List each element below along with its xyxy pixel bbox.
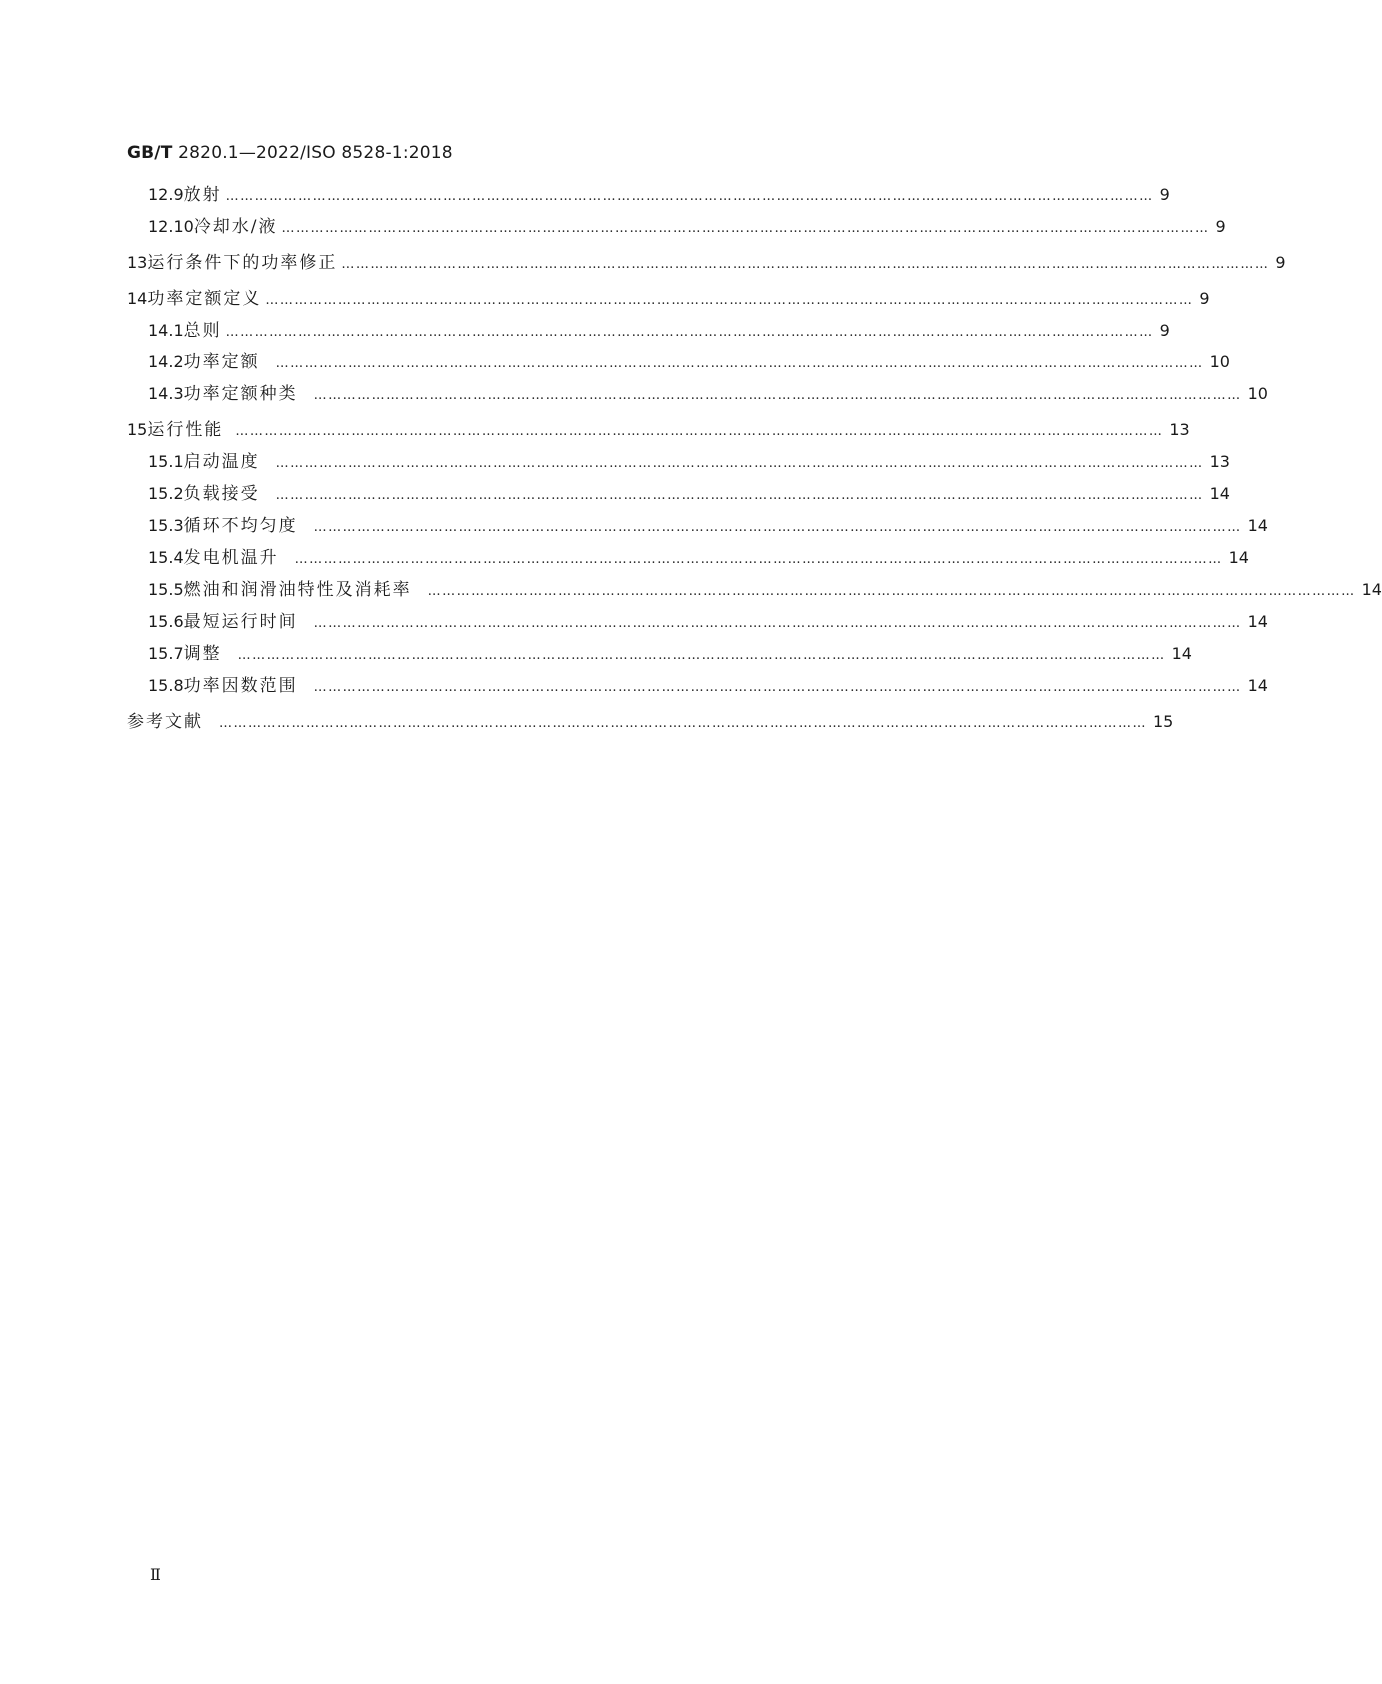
dot-leader: ………………………………………………………………………………………………………………………………………………………………………… [281, 221, 1210, 236]
toc-entry-page: 14 [1361, 580, 1382, 599]
toc-entry-title: 最短运行时间 [183, 612, 298, 632]
toc-entry-page: 9 [1215, 217, 1226, 236]
toc-entry-number: 14 [127, 289, 148, 308]
toc-entry-page: 13 [1169, 420, 1190, 439]
toc-entry-13[interactable] [127, 252, 1286, 274]
toc-entry-15-3[interactable] [148, 515, 1268, 537]
toc-entry-title: 发电机温升 [183, 548, 279, 568]
toc-entry-15-8[interactable] [148, 675, 1268, 697]
toc-entry-number: 14.1 [148, 321, 184, 340]
toc-entry-title: 调整 [183, 644, 222, 664]
toc-entry-title: 燃油和润滑油特性及消耗率 [183, 580, 412, 600]
toc-entry-page: 10 [1247, 384, 1268, 403]
dot-leader: ………………………………………………………………………………………………………………………………………………………………………… [294, 552, 1223, 567]
toc-entry-number: 14.3 [148, 384, 184, 403]
dot-leader: ………………………………………………………………………………………………………………………………………………………………………… [313, 616, 1242, 631]
toc-entry-15-2[interactable] [148, 483, 1230, 505]
dot-leader: ………………………………………………………………………………………………………………………………………………………………………… [341, 257, 1270, 272]
toc-entry-page: 9 [1275, 253, 1286, 272]
dot-leader: ………………………………………………………………………………………………………………………………………………………………………… [225, 325, 1154, 340]
toc-entry-page: 14 [1247, 612, 1268, 631]
dot-leader: ………………………………………………………………………………………………………………………………………………………………………… [237, 648, 1166, 663]
toc-entry-page: 14 [1228, 548, 1249, 567]
toc-entry-page: 13 [1209, 452, 1230, 471]
toc-entry-14-2[interactable] [148, 351, 1230, 373]
toc-entry-number: 15.3 [148, 516, 184, 535]
toc-entry-title: 功率因数范围 [183, 676, 298, 696]
toc-entry-title: 放射 [183, 185, 222, 205]
toc-entry-15-6[interactable] [148, 611, 1268, 633]
toc-entry-number: 12.9 [148, 185, 184, 204]
toc-entry-title: 冷却水/液 [193, 217, 278, 237]
dot-leader: ………………………………………………………………………………………………………………………………………………………………………… [313, 520, 1242, 535]
toc-entry-12-10[interactable] [148, 216, 1226, 238]
toc-entry-15-7[interactable] [148, 643, 1192, 665]
toc-entry-14[interactable] [127, 288, 1210, 310]
toc-entry-number: 15.7 [148, 644, 184, 663]
toc-entry-page: 15 [1153, 712, 1174, 731]
standard-number: 2820.1—2022/ISO 8528-1:2018 [178, 143, 453, 163]
toc-entry-page: 9 [1159, 185, 1170, 204]
toc-entry-number: 12.10 [148, 217, 194, 236]
toc-entry-title: 运行性能 [147, 420, 224, 440]
toc-entry-page: 14 [1247, 676, 1268, 695]
toc-entry-page: 14 [1209, 484, 1230, 503]
dot-leader: ………………………………………………………………………………………………………………………………………………………………………… [219, 716, 1147, 731]
toc-entry-page: 14 [1171, 644, 1192, 663]
dot-leader: ………………………………………………………………………………………………………………………………………………………………………… [275, 356, 1204, 371]
dot-leader: ………………………………………………………………………………………………………………………………………………………………………… [313, 388, 1242, 403]
toc-entry-page: 9 [1159, 321, 1170, 340]
toc-entry-title: 运行条件下的功率修正 [147, 253, 338, 273]
toc-entry-title: 启动温度 [183, 452, 260, 472]
toc-entry-15-1[interactable] [148, 451, 1230, 473]
toc-entry-15[interactable] [127, 419, 1190, 441]
toc-entry-page: 10 [1209, 352, 1230, 371]
toc-entry-title: 功率定额定义 [147, 289, 262, 309]
toc-entry-14-3[interactable] [148, 383, 1268, 405]
page-number: Ⅱ [150, 1565, 161, 1584]
toc-entry-number: 15.2 [148, 484, 184, 503]
toc-entry-title: 功率定额 [183, 352, 260, 372]
toc-entry-14-1[interactable] [148, 320, 1170, 342]
toc-entry-12-9[interactable] [148, 184, 1170, 206]
dot-leader: ………………………………………………………………………………………………………………………………………………………………………… [275, 456, 1204, 471]
toc-entry-number: 15.4 [148, 548, 184, 567]
dot-leader: ………………………………………………………………………………………………………………………………………………………………………… [265, 293, 1194, 308]
toc-entry-number: 13 [127, 253, 148, 272]
toc-entry-15-5[interactable] [148, 579, 1382, 601]
toc-entry-title: 功率定额种类 [183, 384, 298, 404]
toc-entry-title: 循环不均匀度 [183, 516, 298, 536]
dot-leader: ………………………………………………………………………………………………………………………………………………………………………… [275, 488, 1204, 503]
toc-entry-number: 15.6 [148, 612, 184, 631]
toc-entry-number: 15.8 [148, 676, 184, 695]
toc-entry-title: 负载接受 [183, 484, 260, 504]
dot-leader: ………………………………………………………………………………………………………………………………………………………………………… [313, 680, 1242, 695]
toc-entry-number: 15.5 [148, 580, 184, 599]
toc-entry-number: 15.1 [148, 452, 184, 471]
standard-code: GB/T [127, 143, 173, 163]
toc-entry-title: 总则 [183, 321, 222, 341]
toc-entry-number: 14.2 [148, 352, 184, 371]
dot-leader: ………………………………………………………………………………………………………………………………………………………………………… [427, 584, 1356, 599]
toc-entry-number: 15 [127, 420, 148, 439]
toc-entry-references[interactable] [127, 711, 1174, 733]
dot-leader: ………………………………………………………………………………………………………………………………………………………………………… [225, 189, 1154, 204]
toc-entry-15-4[interactable] [148, 547, 1249, 569]
toc-entry-title: 参考文献 [127, 712, 203, 732]
toc-entry-page: 14 [1247, 516, 1268, 535]
toc-entry-page: 9 [1199, 289, 1210, 308]
dot-leader: ………………………………………………………………………………………………………………………………………………………………………… [235, 424, 1164, 439]
